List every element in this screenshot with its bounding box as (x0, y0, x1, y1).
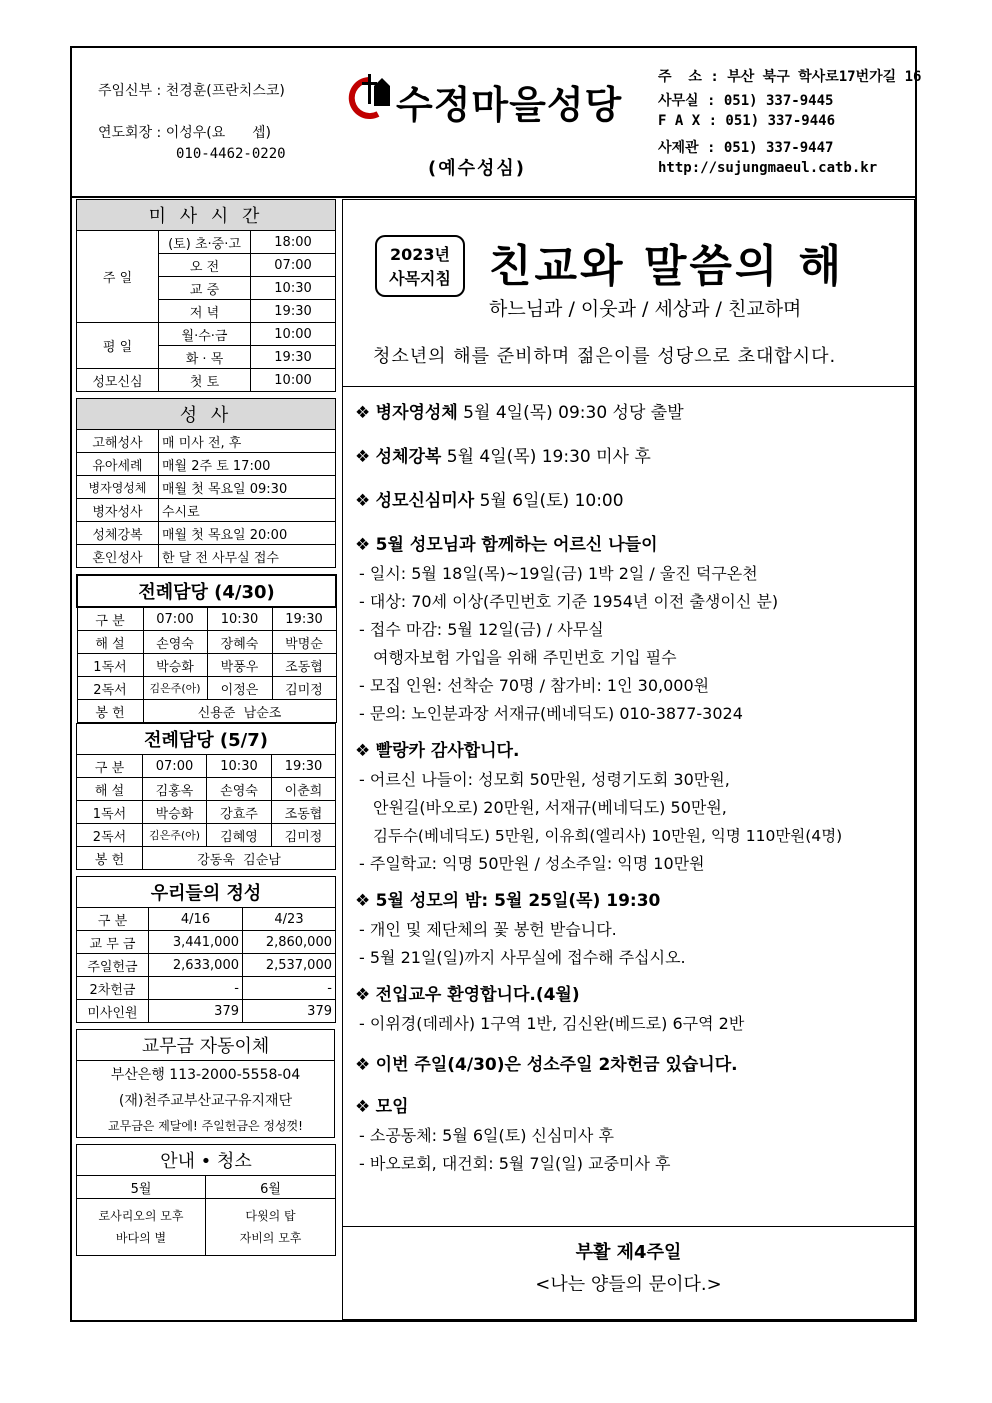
sacrament-value: 수시로 (159, 499, 336, 522)
fax: F A X : 051) 337-9446 (658, 113, 836, 129)
cell: 김은주(아) (143, 824, 207, 847)
cell: 김미정 (272, 677, 336, 700)
sacrament-value: 한 달 전 사무실 접수 (159, 545, 336, 568)
cell: 해 설 (77, 778, 143, 801)
cell: 김미정 (272, 824, 336, 847)
address: 주 소 : 부산 북구 학사로17번가길 16 (658, 69, 922, 85)
website-link[interactable]: http://sujungmaeul.catb.kr (658, 160, 878, 176)
mass-name: 월·수·금 (159, 323, 251, 346)
bullet-icon: ❖ (355, 535, 371, 555)
mass-name: 오 전 (159, 254, 251, 277)
motto-label: 사목지침 (389, 269, 451, 288)
news-item (355, 486, 910, 516)
cell: 10:30 (207, 607, 272, 631)
mass-name: (토) 초·중·고 (159, 231, 251, 254)
liturgical-week: 부활 제4주일 (575, 1242, 682, 1263)
right-column (342, 199, 915, 1320)
cell: 379 (243, 1000, 336, 1023)
news-line: - 어르신 나들이: 성모회 50만원, 성령기도회 30만원, (359, 770, 730, 789)
cell: 10:30 (207, 755, 272, 778)
mass-time: 19:30 (251, 300, 336, 323)
cell: 조동협 (272, 654, 336, 677)
news-title: 성체강복 (375, 447, 442, 467)
divider (343, 1226, 914, 1227)
cell: 이춘희 (272, 778, 336, 801)
bullet-icon: ❖ (355, 1097, 371, 1117)
liturgy-table-2 (76, 723, 336, 870)
cell: 교 무 금 (77, 931, 149, 954)
church-logo (348, 70, 638, 130)
bullet-icon: ❖ (355, 891, 371, 911)
news-title: 5월 성모의 밤: 5월 25일(목) 19:30 (375, 891, 661, 911)
news-item (355, 1050, 910, 1080)
sacrament-name: 유아세례 (77, 453, 159, 476)
cell: 주일헌금 (77, 954, 149, 977)
news-line: 여행자보험 가입을 위해 주민번호 기입 필수 (373, 648, 677, 667)
mass-title: 미 사 시 간 (77, 200, 336, 231)
liturgy1-title: 전례담당 (4/30) (77, 575, 336, 607)
gospel-theme: <나는 양들의 문이다.> (535, 1274, 722, 1295)
church-icon (348, 70, 394, 122)
header (72, 48, 922, 198)
cleaning-june (206, 1199, 336, 1256)
cell: 19:30 (272, 755, 336, 778)
cell: 손영숙 (207, 778, 272, 801)
news-line: - 문의: 노인분과장 서재규(베네딕도) 010-3877-3024 (359, 704, 743, 723)
news-line: - 바오로회, 대건회: 5월 7일(일) 교중미사 후 (359, 1154, 671, 1173)
sunday-label: 주 일 (77, 231, 159, 323)
sacrament-name: 고해성사 (77, 430, 159, 453)
news-line: - 개인 및 제단체의 꽃 봉헌 받습니다. (359, 920, 617, 939)
cell: 379 (149, 1000, 243, 1023)
sacrament-value: 매월 첫 목요일 09:30 (159, 476, 336, 499)
news-title: 성모신심미사 (375, 491, 475, 511)
council-line: 연도회장 : 이성우(요 셉) (98, 125, 271, 141)
cleaning-may-2: 바다의 별 (115, 1231, 167, 1245)
news-item (355, 442, 910, 472)
offering-title: 우리들의 정성 (77, 877, 336, 908)
mass-name: 교 중 (159, 277, 251, 300)
autopay-table (76, 1029, 335, 1138)
cell: 5월 (77, 1176, 206, 1199)
sacrament-name: 혼인성사 (77, 545, 159, 568)
cell: - (149, 977, 243, 1000)
cell: 이정은 (207, 677, 272, 700)
autopay-note: 교무금은 제달에! 주일헌금은 정성껏! (77, 1113, 335, 1138)
cell: 김혜영 (207, 824, 272, 847)
council-phone: 010-4462-0220 (176, 146, 286, 162)
motto-badge (375, 235, 465, 297)
mass-table (76, 199, 336, 392)
news-title: 이번 주일(4/30)은 성소주일 2차헌금 있습니다. (375, 1055, 738, 1075)
cleaning-jun-2: 자비의 모후 (239, 1231, 302, 1245)
cell: 신용준 남순조 (143, 700, 336, 723)
bulletin-page (70, 46, 922, 1322)
cleaning-title: 안내 • 청소 (77, 1145, 336, 1176)
cell: 1독서 (77, 801, 143, 824)
mass-name: 저 녁 (159, 300, 251, 323)
cell: 박명순 (272, 631, 336, 654)
cell: 박풍우 (207, 654, 272, 677)
cell: 07:00 (143, 607, 207, 631)
cell: 구 분 (77, 755, 143, 778)
news-line: - 모집 인원: 선착순 70명 / 참가비: 1인 30,000원 (359, 676, 710, 695)
mass-time: 10:00 (251, 323, 336, 346)
divider (343, 386, 914, 387)
news-line: - 일시: 5월 18일(목)~19일(금) 1박 2일 / 울진 덕구온천 (359, 564, 758, 583)
pastor-line: 주임신부 : 천경훈(프란치스코) (98, 83, 285, 99)
bullet-icon: ❖ (355, 1055, 371, 1075)
offering-table (76, 876, 336, 1023)
autopay-foundation: (재)천주교부산교구유지재단 (77, 1087, 335, 1113)
news-title: 5월 성모님과 함께하는 어르신 나들이 (375, 535, 658, 555)
autopay-title: 교무금 자동이체 (77, 1030, 335, 1061)
sacrament-value: 매월 2주 토 17:00 (159, 453, 336, 476)
left-column (76, 199, 335, 1256)
news-item (355, 736, 910, 766)
news-title: 빨랑카 감사합니다. (375, 741, 520, 761)
cell: 해 설 (77, 631, 143, 654)
office-phone: 사무실 : 051) 337-9445 (658, 93, 834, 109)
cell: 6월 (206, 1176, 336, 1199)
rectory-phone: 사제관 : 051) 337-9447 (658, 140, 834, 156)
cleaning-jun-1: 다윗의 탑 (245, 1209, 296, 1223)
cell: 2독서 (77, 677, 143, 700)
cell: 박승화 (143, 801, 207, 824)
news-line: - 소공동체: 5월 6일(토) 신심미사 후 (359, 1126, 614, 1145)
news-line: - 5월 21일(일)까지 사무실에 접수해 주십시오. (359, 948, 686, 967)
cell: 조동협 (272, 801, 336, 824)
news-item (355, 1092, 910, 1122)
bullet-icon: ❖ (355, 491, 371, 511)
news-line: - 접수 마감: 5월 12일(금) / 사무실 (359, 620, 604, 639)
cell: 2독서 (77, 824, 143, 847)
cell: 4/16 (149, 908, 243, 931)
weekday-label: 평 일 (77, 323, 159, 369)
autopay-account: 부산은행 113-2000-5558-04 (77, 1061, 335, 1088)
mass-time: 18:00 (251, 231, 336, 254)
cell: 미사인원 (77, 1000, 149, 1023)
sacrament-name: 성체강복 (77, 522, 159, 545)
news-line: 안원길(바오로) 20만원, 서재규(베네딕도) 50만원, (373, 798, 727, 817)
motto-subtitle: 하느님과 / 이웃과 / 세상과 / 친교하며 (489, 298, 802, 320)
news-item (355, 886, 910, 916)
cell: 2,537,000 (243, 954, 336, 977)
sacraments-title: 성 사 (77, 399, 336, 430)
news-item (355, 980, 910, 1010)
cell: 봉 헌 (77, 700, 143, 723)
cleaning-may-1: 로사리오의 모후 (98, 1209, 184, 1223)
cell: 구 분 (77, 607, 143, 631)
cell: 손영숙 (143, 631, 207, 654)
news-title: 병자영성체 (375, 403, 458, 423)
cell: 구 분 (77, 908, 149, 931)
church-subtitle: (예수성심) (428, 158, 527, 179)
cell: 강효주 (207, 801, 272, 824)
cell: 3,441,000 (149, 931, 243, 954)
mass-time: 10:30 (251, 277, 336, 300)
motto-title: 친교와 말씀의 해 (489, 241, 845, 292)
cell: 봉 헌 (77, 847, 143, 870)
news-line: - 이위경(데레사) 1구역 1반, 김신완(베드로) 6구역 2반 (359, 1014, 745, 1033)
motto-year: 2023년 (390, 245, 450, 264)
sacrament-name: 병자성사 (77, 499, 159, 522)
news-detail: 5월 4일(목) 09:30 성당 출발 (457, 403, 684, 423)
firstsat-name: 첫 토 (159, 369, 251, 392)
sacraments-table (76, 398, 336, 568)
news-item (355, 530, 910, 560)
cleaning-may (77, 1199, 206, 1256)
sacrament-value: 매월 첫 목요일 20:00 (159, 522, 336, 545)
firstsat-time: 10:00 (251, 369, 336, 392)
cell: 장혜숙 (207, 631, 272, 654)
bullet-icon: ❖ (355, 985, 371, 1005)
news-line: - 대상: 70세 이상(주민번호 기준 1954년 이전 출생이신 분) (359, 592, 779, 611)
church-name: 수정마을성당 (396, 83, 623, 127)
cell: 07:00 (143, 755, 207, 778)
news-list (355, 398, 910, 1178)
news-title: 전입교우 환영합니다.(4월) (375, 985, 580, 1005)
cell: 강동욱 김순남 (143, 847, 336, 870)
news-detail: 5월 6일(토) 10:00 (474, 491, 624, 511)
motto-line: 청소년의 해를 준비하며 젊은이를 성당으로 초대합시다. (373, 346, 837, 367)
cell: 김홍옥 (143, 778, 207, 801)
cell: 19:30 (272, 607, 336, 631)
mass-time: 19:30 (251, 346, 336, 369)
firstsat-label: 성모신심 (77, 369, 159, 392)
news-item (355, 398, 910, 428)
cell: 2,633,000 (149, 954, 243, 977)
news-title: 모임 (375, 1097, 409, 1117)
bullet-icon: ❖ (355, 447, 371, 467)
cell: 박승화 (143, 654, 207, 677)
cell: 2차헌금 (77, 977, 149, 1000)
sacrament-name: 병자영성체 (77, 476, 159, 499)
sacrament-value: 매 미사 전, 후 (159, 430, 336, 453)
cell: 1독서 (77, 654, 143, 677)
cleaning-table (76, 1144, 336, 1256)
cell: 김은주(아) (143, 677, 207, 700)
news-detail: 5월 4일(목) 19:30 미사 후 (441, 447, 651, 467)
cell: 2,860,000 (243, 931, 336, 954)
bullet-icon: ❖ (355, 403, 371, 423)
cell: 4/23 (243, 908, 336, 931)
liturgy-table-1 (76, 574, 337, 723)
cell: - (243, 977, 336, 1000)
mass-time: 07:00 (251, 254, 336, 277)
news-line: 김두수(베네딕도) 5만원, 이유희(엘리사) 10만원, 익명 110만원(4명) (373, 827, 843, 845)
liturgy2-title: 전례담당 (5/7) (77, 724, 336, 755)
bullet-icon: ❖ (355, 741, 371, 761)
mass-name: 화 · 목 (159, 346, 251, 369)
news-line: - 주일학교: 익명 50만원 / 성소주일: 익명 10만원 (359, 854, 705, 873)
